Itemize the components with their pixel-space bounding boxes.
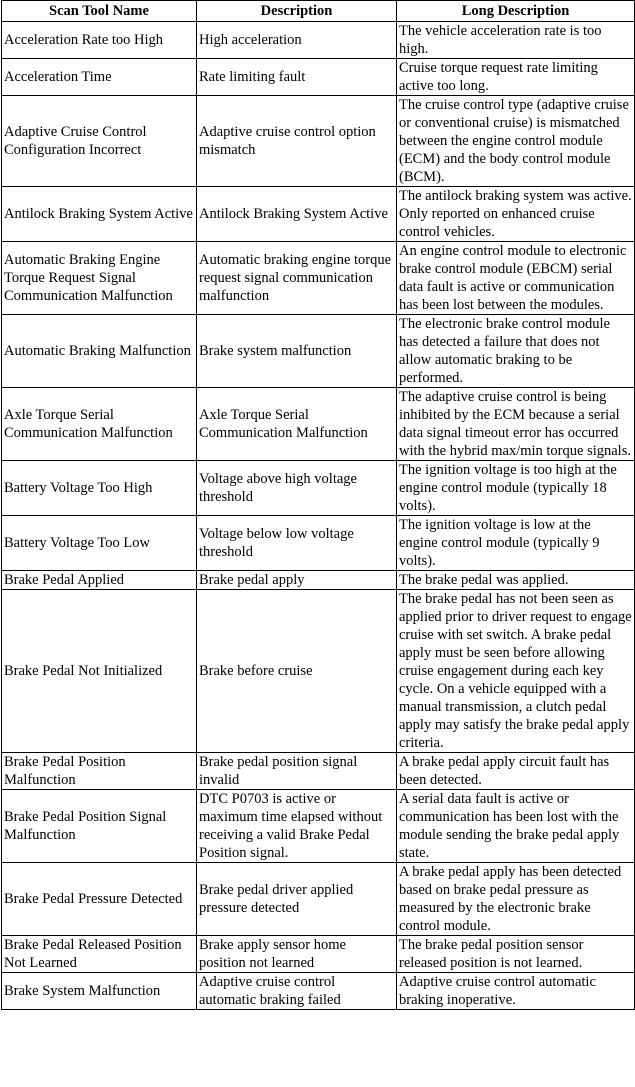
scan-tool-name-cell: Battery Voltage Too High <box>2 461 197 516</box>
table-row <box>2 753 635 790</box>
scan-tool-name-cell: Brake Pedal Pressure Detected <box>2 863 197 936</box>
table-row <box>2 242 635 315</box>
long-description-cell: An engine control module to electronic brake control module (EBCM) serial data fault is active or communication has been lost between the modules. <box>397 242 635 315</box>
table-row <box>2 590 635 753</box>
scan-tool-name-cell: Brake Pedal Position Malfunction <box>2 753 197 790</box>
scan-tool-name-cell: Automatic Braking Malfunction <box>2 315 197 388</box>
table-row <box>2 973 635 1010</box>
table-body <box>2 22 635 1010</box>
header-long-description: Long Description <box>397 1 635 22</box>
scan-tool-name-cell: Brake System Malfunction <box>2 973 197 1010</box>
table-row <box>2 315 635 388</box>
scan-tool-name-cell: Adaptive Cruise Control Configuration Incorrect <box>2 96 197 187</box>
scan-tool-name-cell: Brake Pedal Released Position Not Learned <box>2 936 197 973</box>
long-description-cell: The brake pedal has not been seen as applied prior to driver request to engage cruise with set switch. A brake pedal apply must be seen before allowing cruise engagement during each key cycle. On a vehicle equipped with a manual transmission, a clutch pedal apply may satisfy the brake pedal apply criteria. <box>397 590 635 753</box>
description-cell: Brake before cruise <box>197 590 397 753</box>
description-cell: Brake pedal position signal invalid <box>197 753 397 790</box>
long-description-cell: The vehicle acceleration rate is too high. <box>397 22 635 59</box>
table-row <box>2 22 635 59</box>
scan-tool-name-cell: Automatic Braking Engine Torque Request Signal Communication Malfunction <box>2 242 197 315</box>
long-description-cell: The ignition voltage is low at the engine control module (typically 9 volts). <box>397 516 635 571</box>
long-description-cell: The adaptive cruise control is being inhibited by the ECM because a serial data signal timeout error has occurred with the hybrid max/min torque signals. <box>397 388 635 461</box>
description-cell: High acceleration <box>197 22 397 59</box>
table-row <box>2 790 635 863</box>
scan-tool-name-cell: Antilock Braking System Active <box>2 187 197 242</box>
scan-tool-name-cell: Axle Torque Serial Communication Malfunction <box>2 388 197 461</box>
table-row <box>2 388 635 461</box>
scan-tool-name-cell: Acceleration Time <box>2 59 197 96</box>
scan-tool-table <box>1 0 635 1010</box>
description-cell: Antilock Braking System Active <box>197 187 397 242</box>
description-cell: Axle Torque Serial Communication Malfunction <box>197 388 397 461</box>
table-row <box>2 571 635 590</box>
scan-tool-name-cell: Battery Voltage Too Low <box>2 516 197 571</box>
long-description-cell: Cruise torque request rate limiting active too long. <box>397 59 635 96</box>
description-cell: Brake pedal apply <box>197 571 397 590</box>
long-description-cell: The brake pedal was applied. <box>397 571 635 590</box>
long-description-cell: The ignition voltage is too high at the engine control module (typically 18 volts). <box>397 461 635 516</box>
description-cell: Rate limiting fault <box>197 59 397 96</box>
long-description-cell: The electronic brake control module has detected a failure that does not allow automatic braking to be performed. <box>397 315 635 388</box>
description-cell: Brake pedal driver applied pressure detected <box>197 863 397 936</box>
long-description-cell: Adaptive cruise control automatic braking inoperative. <box>397 973 635 1010</box>
table-row <box>2 863 635 936</box>
table-row <box>2 516 635 571</box>
long-description-cell: The brake pedal position sensor released position is not learned. <box>397 936 635 973</box>
table-row <box>2 461 635 516</box>
scan-tool-name-cell: Brake Pedal Not Initialized <box>2 590 197 753</box>
description-cell: Adaptive cruise control automatic braking failed <box>197 973 397 1010</box>
long-description-cell: A brake pedal apply has been detected based on brake pedal pressure as measured by the electronic brake control module. <box>397 863 635 936</box>
description-cell: Brake system malfunction <box>197 315 397 388</box>
table-row <box>2 96 635 187</box>
description-cell: Automatic braking engine torque request signal communication malfunction <box>197 242 397 315</box>
long-description-cell: The cruise control type (adaptive cruise or conventional cruise) is mismatched between the engine control module (ECM) and the body control module (BCM). <box>397 96 635 187</box>
table-row <box>2 187 635 242</box>
description-cell: Brake apply sensor home position not learned <box>197 936 397 973</box>
scan-tool-name-cell: Acceleration Rate too High <box>2 22 197 59</box>
long-description-cell: A serial data fault is active or communication has been lost with the module sending the brake pedal apply state. <box>397 790 635 863</box>
scan-tool-name-cell: Brake Pedal Applied <box>2 571 197 590</box>
header-scan-tool-name: Scan Tool Name <box>2 1 197 22</box>
description-cell: Adaptive cruise control option mismatch <box>197 96 397 187</box>
long-description-cell: A brake pedal apply circuit fault has been detected. <box>397 753 635 790</box>
header-row <box>2 1 635 22</box>
header-description: Description <box>197 1 397 22</box>
scan-tool-name-cell: Brake Pedal Position Signal Malfunction <box>2 790 197 863</box>
long-description-cell: The antilock braking system was active. Only reported on enhanced cruise control vehicles. <box>397 187 635 242</box>
description-cell: Voltage below low voltage threshold <box>197 516 397 571</box>
table-row <box>2 59 635 96</box>
description-cell: DTC P0703 is active or maximum time elapsed without receiving a valid Brake Pedal Position signal. <box>197 790 397 863</box>
description-cell: Voltage above high voltage threshold <box>197 461 397 516</box>
table-row <box>2 936 635 973</box>
